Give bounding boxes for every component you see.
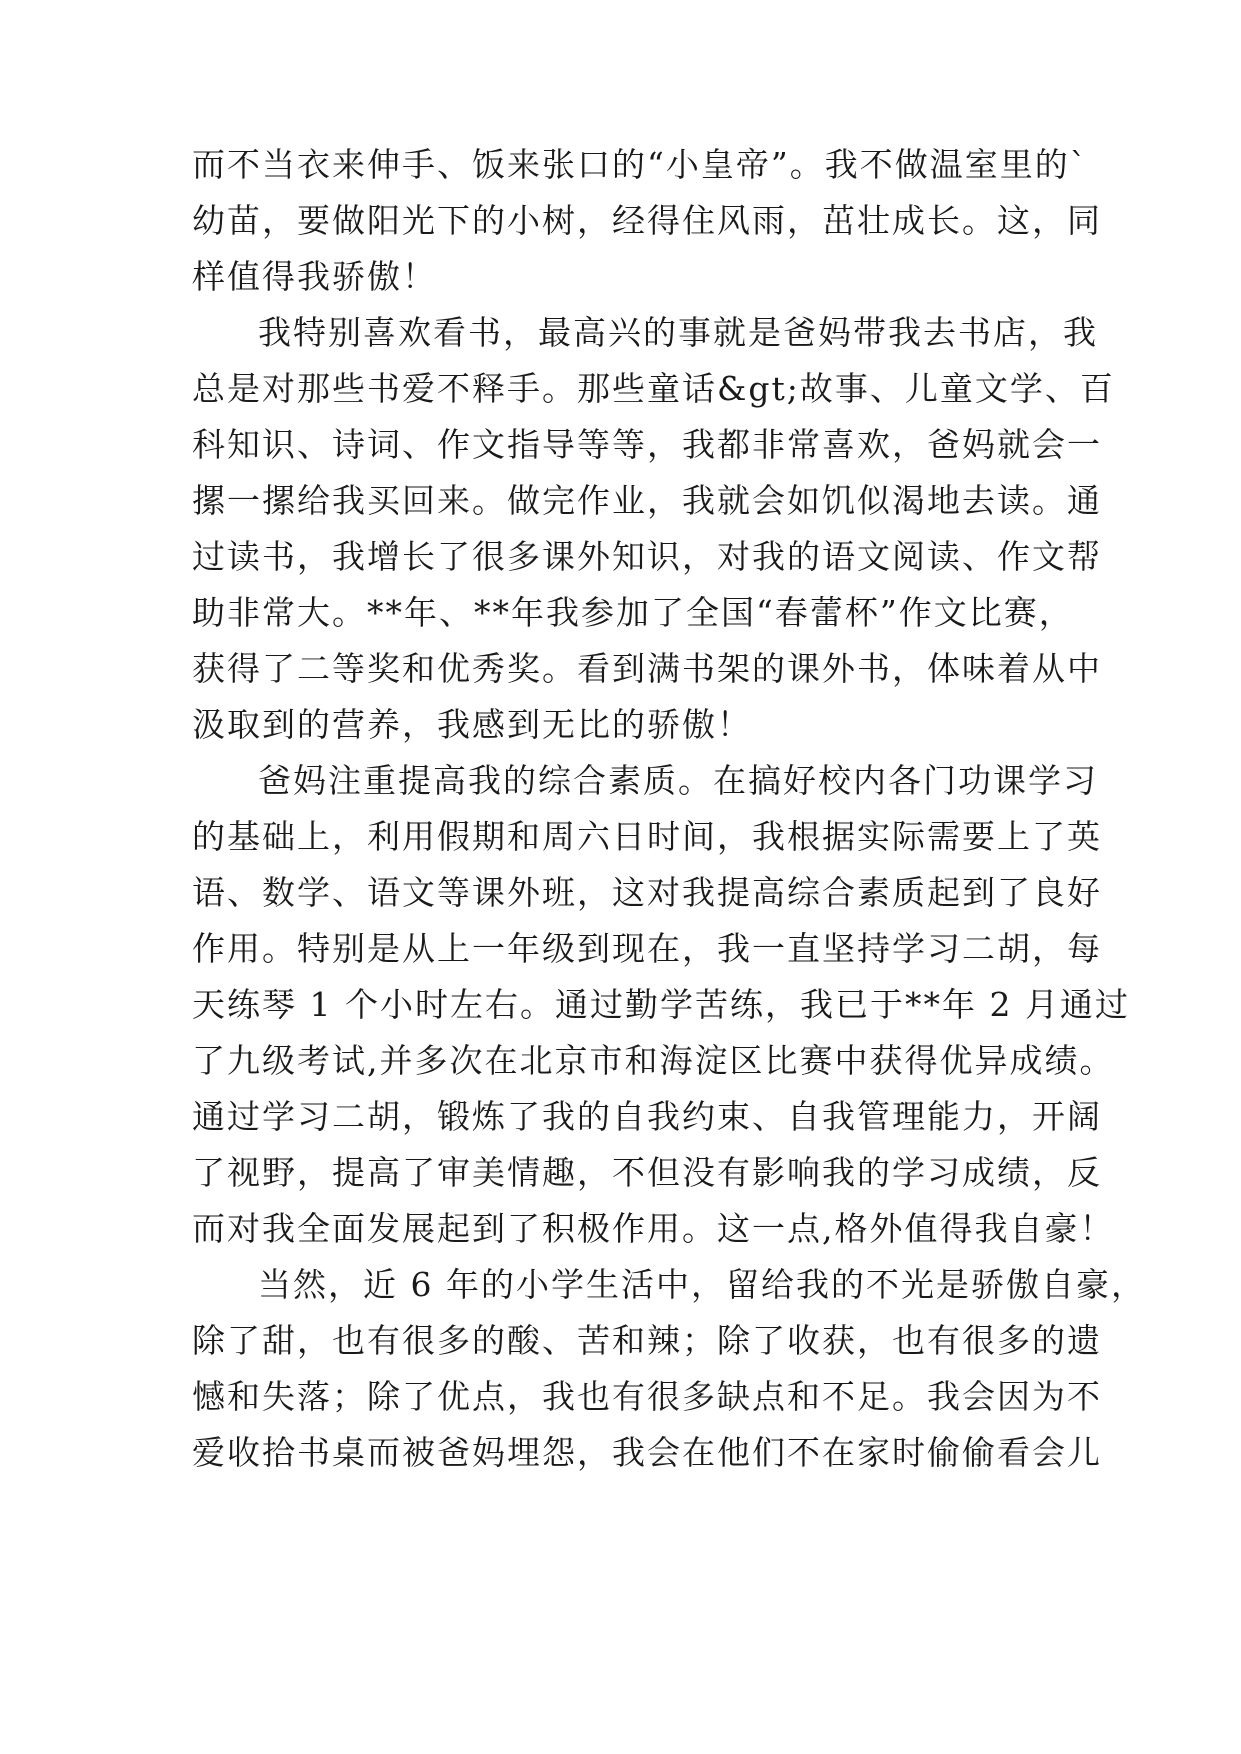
paragraph-3-line-2: 的基础上，利用假期和周六日时间，我根据实际需要上了英	[192, 817, 1102, 856]
paragraph-3-line-9: 而对我全面发展起到了积极作用。这一点,格外值得我自豪！	[192, 1209, 1115, 1248]
paragraph-3-line-5: 天练琴 1 个小时左右。通过勤学苦练，我已于**年 2 月通过	[192, 985, 1130, 1024]
document-body	[192, 137, 1146, 1481]
paragraph-2-line-8: 汲取到的营养，我感到无比的骄傲！	[192, 705, 752, 744]
paragraph-2-line-5: 过读书，我增长了很多课外知识，对我的语文阅读、作文帮	[192, 537, 1102, 576]
paragraph-2-line-4: 摞一摞给我买回来。做完作业，我就会如饥似渴地去读。通	[192, 481, 1102, 520]
paragraph-3-line-8: 了视野，提高了审美情趣，不但没有影响我的学习成绩，反	[192, 1153, 1102, 1192]
paragraph-3-line-7: 通过学习二胡，锻炼了我的自我约束、自我管理能力，开阔	[192, 1097, 1102, 1136]
paragraph-3-line-6: 了九级考试,并多次在北京市和海淀区比赛中获得优异成绩。	[192, 1041, 1115, 1080]
paragraph-2-line-1: 我特别喜欢看书，最高兴的事就是爸妈带我去书店，我	[258, 313, 1098, 352]
paragraph-4-line-4: 爱收拾书桌而被爸妈埋怨，我会在他们不在家时偷偷看会儿	[192, 1433, 1102, 1472]
paragraph-2-line-3: 科知识、诗词、作文指导等等，我都非常喜欢，爸妈就会一	[192, 425, 1102, 464]
paragraph-1-line-3: 样值得我骄傲！	[192, 257, 437, 296]
paragraph-3-line-4: 作用。特别是从上一年级到现在，我一直坚持学习二胡，每	[192, 929, 1102, 968]
paragraph-1-line-2: 幼苗，要做阳光下的小树，经得住风雨，茁壮成长。这，同	[192, 201, 1102, 240]
paragraph-2-line-2: 总是对那些书爱不释手。那些童话&gt;故事、儿童文学、百	[192, 369, 1115, 408]
paragraph-4-line-1: 当然，近 6 年的小学生活中，留给我的不光是骄傲自豪，	[258, 1265, 1146, 1304]
paragraph-1-line-1: 而不当衣来伸手、饭来张口的“小皇帝”。我不做温室里的`	[192, 145, 1089, 184]
paragraph-4-line-2: 除了甜，也有很多的酸、苦和辣；除了收获，也有很多的遗	[192, 1321, 1102, 1360]
paragraph-2-line-6: 助非常大。**年、**年我参加了全国“春蕾杯”作文比赛，	[192, 593, 1074, 632]
paragraph-4-line-3: 憾和失落；除了优点，我也有很多缺点和不足。我会因为不	[192, 1377, 1102, 1416]
paragraph-2-line-7: 获得了二等奖和优秀奖。看到满书架的课外书，体味着从中	[192, 649, 1102, 688]
paragraph-3-line-1: 爸妈注重提高我的综合素质。在搞好校内各门功课学习	[258, 761, 1098, 800]
paragraph-3-line-3: 语、数学、语文等课外班，这对我提高综合素质起到了良好	[192, 873, 1102, 912]
